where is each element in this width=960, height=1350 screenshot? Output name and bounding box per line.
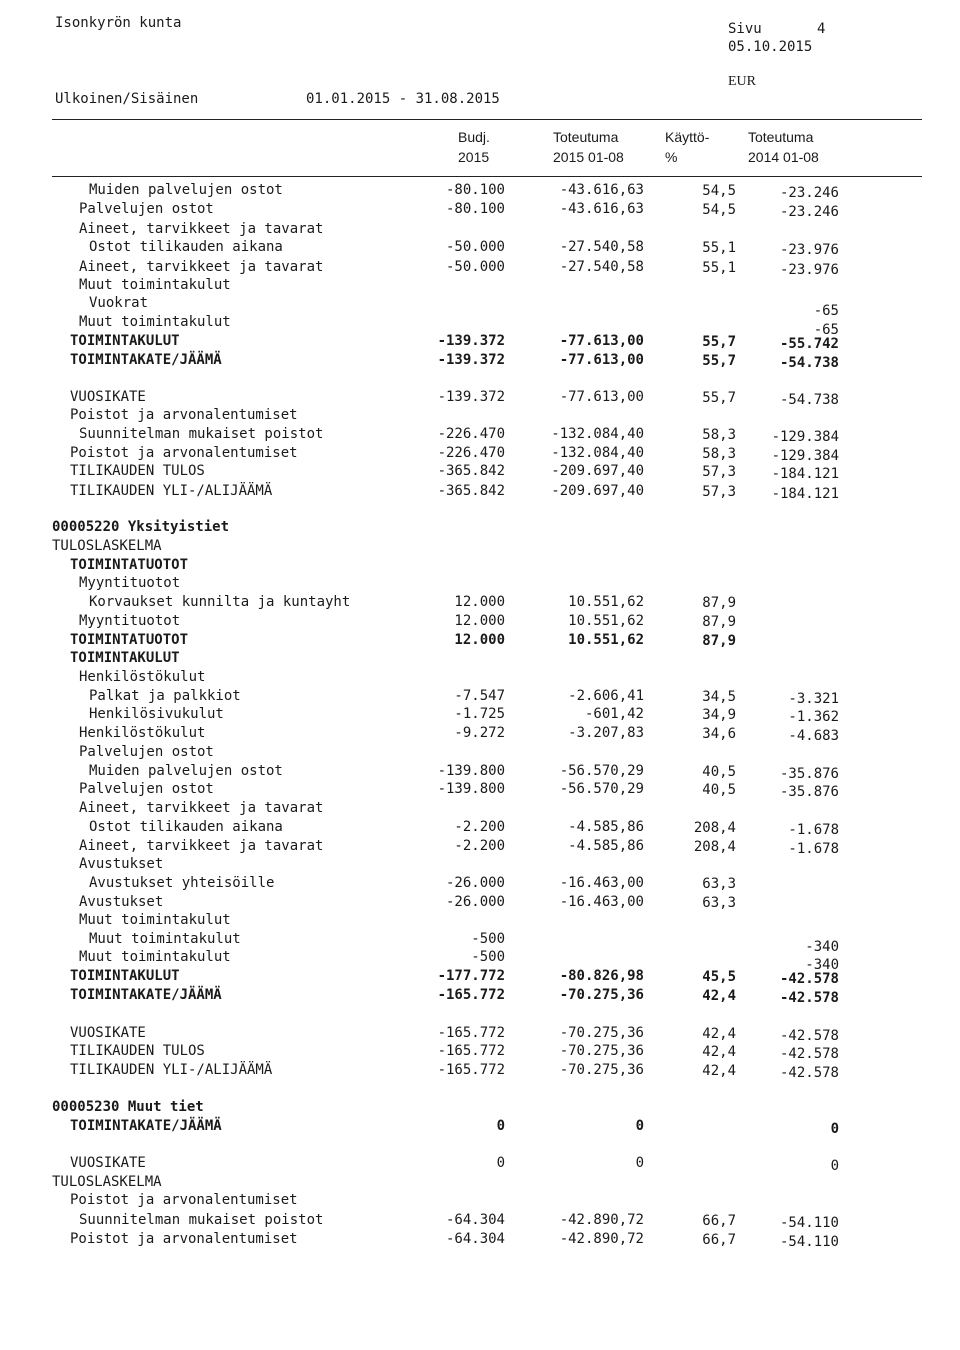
prev-actual-value: -129.384 — [771, 429, 839, 445]
actual-value: -3.207,83 — [568, 725, 644, 741]
row-label: TOIMINTAKATE/JÄÄMÄ — [70, 352, 222, 368]
row-label: Avustukset yhteisöille — [89, 875, 275, 891]
actual-value: -16.463,00 — [559, 894, 644, 910]
actual-value: -70.275,36 — [559, 987, 644, 1003]
table-row — [0, 1042, 960, 1060]
row-label: TILIKAUDEN YLI-/ALIJÄÄMÄ — [70, 1062, 273, 1078]
budget-value: -165.772 — [437, 1062, 505, 1078]
table-row — [0, 181, 960, 199]
actual-value: -80.826,98 — [559, 968, 644, 984]
table-row — [0, 967, 960, 985]
table-row — [0, 780, 960, 798]
budget-value: -7.547 — [454, 688, 505, 704]
row-label: TILIKAUDEN TULOS — [70, 463, 205, 479]
prev-actual-value: -35.876 — [779, 766, 839, 782]
header-divider-bottom — [52, 176, 922, 177]
actual-value: -132.084,40 — [551, 445, 644, 461]
table-row — [0, 1024, 960, 1042]
row-label: Muiden palvelujen ostot — [89, 763, 283, 779]
row-label: Aineet, tarvikkeet ja tavarat — [79, 221, 324, 237]
actual-value: -56.570,29 — [559, 763, 644, 779]
budget-value: -165.772 — [437, 987, 505, 1003]
actual-value: -27.540,58 — [559, 259, 644, 275]
budget-value: -139.800 — [437, 781, 505, 797]
row-label: Vuokrat — [89, 295, 149, 311]
budget-value: 0 — [496, 1155, 505, 1171]
col-actual-period: 2015 01-08 — [553, 149, 624, 165]
table-row — [0, 518, 960, 536]
row-label: TILIKAUDEN YLI-/ALIJÄÄMÄ — [70, 483, 273, 499]
actual-value: -77.613,00 — [559, 333, 644, 349]
prev-actual-value: -3.321 — [788, 691, 839, 707]
usage-percent-value: 40,5 — [702, 782, 736, 798]
row-label: Avustukset — [79, 856, 164, 872]
table-row — [0, 200, 960, 218]
budget-value: -226.470 — [437, 426, 505, 442]
prev-actual-value: -184.121 — [771, 466, 839, 482]
report-date: 05.10.2015 — [728, 39, 813, 55]
row-label: TOIMINTATUOTOT — [70, 557, 189, 573]
col-prev-actual-title: Toteutuma — [748, 129, 814, 145]
row-label: Henkilösivukulut — [89, 706, 224, 722]
row-label: Muiden palvelujen ostot — [89, 182, 283, 198]
table-row — [0, 874, 960, 892]
prev-actual-value: -42.578 — [779, 1065, 839, 1081]
row-label: Palvelujen ostot — [79, 201, 214, 217]
org-name: Isonkyrön kunta — [55, 15, 182, 31]
budget-value: -226.470 — [437, 445, 505, 461]
page-number: 4 — [817, 21, 826, 37]
usage-percent-value: 34,5 — [702, 689, 736, 705]
actual-value: -209.697,40 — [551, 463, 644, 479]
row-label: TOIMINTAKULUT — [70, 968, 180, 984]
table-row — [0, 818, 960, 836]
row-label: Poistot ja arvonalentumiset — [70, 445, 298, 461]
table-row — [0, 948, 960, 973]
budget-value: -365.842 — [437, 483, 505, 499]
row-label: VUOSIKATE — [70, 1155, 146, 1171]
row-label: 00005220 Yksityistiet — [52, 519, 230, 535]
table-row — [0, 1173, 960, 1191]
usage-percent-value: 45,5 — [702, 969, 736, 985]
table-row — [0, 705, 960, 723]
row-label: Poistot ja arvonalentumiset — [70, 407, 298, 423]
table-row — [0, 1117, 960, 1135]
budget-value: 12.000 — [454, 594, 505, 610]
prev-actual-value: 0 — [830, 1158, 839, 1174]
budget-value: -177.772 — [437, 968, 505, 984]
budget-value: -365.842 — [437, 463, 505, 479]
budget-value: -26.000 — [445, 894, 505, 910]
table-row — [0, 332, 960, 350]
row-label: Muut toimintakulut — [89, 931, 241, 947]
usage-percent-value: 55,7 — [702, 334, 736, 350]
budget-value: -26.000 — [445, 875, 505, 891]
row-label: TOIMINTAKULUT — [70, 650, 180, 666]
report-scope: Ulkoinen/Sisäinen — [55, 91, 199, 107]
budget-value: -9.272 — [454, 725, 505, 741]
table-row — [0, 294, 960, 319]
usage-percent-value: 63,3 — [702, 895, 736, 911]
prev-actual-value: -184.121 — [771, 486, 839, 502]
col-usage-percent: % — [665, 149, 678, 165]
col-budget-year: 2015 — [458, 149, 490, 165]
budget-value: 0 — [496, 1118, 505, 1134]
row-label: TOIMINTAKATE/JÄÄMÄ — [70, 1118, 222, 1134]
row-label: Ostot tilikauden aikana — [89, 819, 283, 835]
table-row — [0, 537, 960, 555]
table-row — [0, 574, 960, 592]
budget-value: -50.000 — [445, 239, 505, 255]
prev-actual-value: -340 — [805, 957, 839, 973]
usage-percent-value: 66,7 — [702, 1213, 736, 1229]
table-row — [0, 1061, 960, 1079]
budget-value: -500 — [471, 949, 505, 965]
row-label: Ostot tilikauden aikana — [89, 239, 283, 255]
table-row — [0, 276, 960, 294]
row-label: Myyntituotot — [79, 613, 181, 629]
row-label: VUOSIKATE — [70, 1025, 146, 1041]
row-label: Avustukset — [79, 894, 164, 910]
actual-value: -27.540,58 — [559, 239, 644, 255]
usage-percent-value: 54,5 — [702, 183, 736, 199]
row-label: Korvaukset kunnilta ja kuntayht — [89, 594, 351, 610]
usage-percent-value: 42,4 — [702, 1044, 736, 1060]
col-usage-title: Käyttö- — [665, 129, 710, 145]
prev-actual-value: -42.578 — [779, 1028, 839, 1044]
table-row — [0, 668, 960, 686]
prev-actual-value: -54.110 — [779, 1215, 839, 1231]
prev-actual-value: -4.683 — [788, 728, 839, 744]
col-actual-title: Toteutuma — [553, 129, 619, 145]
actual-value: -42.890,72 — [559, 1212, 644, 1228]
row-label: Aineet, tarvikkeet ja tavarat — [79, 259, 324, 275]
table-row — [0, 406, 960, 424]
prev-actual-value: -54.110 — [779, 1234, 839, 1250]
table-row — [0, 220, 960, 238]
row-label: Muut toimintakulut — [79, 949, 231, 965]
table-row — [0, 911, 960, 929]
row-label: TOIMINTAKULUT — [70, 333, 180, 349]
actual-value: 0 — [635, 1118, 644, 1134]
actual-value: -77.613,00 — [559, 389, 644, 405]
row-label: Aineet, tarvikkeet ja tavarat — [79, 838, 324, 854]
table-row — [0, 743, 960, 761]
row-label: TULOSLASKELMA — [52, 1174, 162, 1190]
page-label: Sivu — [728, 21, 762, 37]
prev-actual-value: 0 — [830, 1121, 839, 1137]
row-label: TOIMINTATUOTOT — [70, 632, 189, 648]
actual-value: -42.890,72 — [559, 1231, 644, 1247]
table-row — [0, 444, 960, 462]
row-label: TILIKAUDEN TULOS — [70, 1043, 205, 1059]
table-row — [0, 930, 960, 955]
table-row — [0, 687, 960, 705]
prev-actual-value: -129.384 — [771, 448, 839, 464]
usage-percent-value: 42,4 — [702, 1063, 736, 1079]
actual-value: -4.585,86 — [568, 819, 644, 835]
usage-percent-value: 87,9 — [702, 614, 736, 630]
row-label: Palvelujen ostot — [79, 781, 214, 797]
table-row — [0, 425, 960, 443]
usage-percent-value: 34,6 — [702, 726, 736, 742]
actual-value: 10.551,62 — [568, 632, 644, 648]
budget-value: -64.304 — [445, 1231, 505, 1247]
usage-percent-value: 66,7 — [702, 1232, 736, 1248]
table-row — [0, 482, 960, 500]
actual-value: 10.551,62 — [568, 594, 644, 610]
budget-value: -139.800 — [437, 763, 505, 779]
prev-actual-value: -35.876 — [779, 784, 839, 800]
budget-value: -1.725 — [454, 706, 505, 722]
actual-value: -43.616,63 — [559, 182, 644, 198]
row-label: Suunnitelman mukaiset poistot — [79, 426, 324, 442]
actual-value: 10.551,62 — [568, 613, 644, 629]
prev-actual-value: -23.976 — [779, 262, 839, 278]
budget-value: -139.372 — [437, 333, 505, 349]
actual-value: -43.616,63 — [559, 201, 644, 217]
actual-value: -70.275,36 — [559, 1062, 644, 1078]
report-period: 01.01.2015 - 31.08.2015 — [306, 91, 500, 107]
currency-label: EUR — [728, 74, 756, 89]
row-label: Henkilöstökulut — [79, 725, 206, 741]
prev-actual-value: -1.678 — [788, 822, 839, 838]
table-row — [0, 799, 960, 817]
row-label: Muut toimintakulut — [79, 277, 231, 293]
prev-actual-value: -23.246 — [779, 185, 839, 201]
budget-value: 12.000 — [454, 632, 505, 648]
table-row — [0, 986, 960, 1004]
row-label: Poistot ja arvonalentumiset — [70, 1192, 298, 1208]
row-label: Muut toimintakulut — [79, 912, 231, 928]
row-label: Myyntituotot — [79, 575, 181, 591]
prev-actual-value: -42.578 — [779, 1046, 839, 1062]
prev-actual-value: -65 — [813, 303, 839, 319]
row-label: Palkat ja palkkiot — [89, 688, 241, 704]
budget-value: -139.372 — [437, 389, 505, 405]
usage-percent-value: 208,4 — [693, 839, 736, 855]
table-row — [0, 837, 960, 855]
table-row — [0, 313, 960, 338]
actual-value: -601,42 — [584, 706, 644, 722]
table-row — [0, 462, 960, 480]
actual-value: -56.570,29 — [559, 781, 644, 797]
table-row — [0, 556, 960, 574]
header-divider-top — [52, 119, 922, 120]
usage-percent-value: 58,3 — [702, 446, 736, 462]
table-row — [0, 1211, 960, 1229]
usage-percent-value: 54,5 — [702, 202, 736, 218]
budget-value: -2.200 — [454, 838, 505, 854]
table-row — [0, 631, 960, 649]
budget-value: -50.000 — [445, 259, 505, 275]
budget-value: -500 — [471, 931, 505, 947]
table-row — [0, 388, 960, 406]
table-row — [0, 724, 960, 742]
usage-percent-value: 87,9 — [702, 633, 736, 649]
prev-actual-value: -54.738 — [779, 392, 839, 408]
usage-percent-value: 58,3 — [702, 427, 736, 443]
prev-actual-value: -42.578 — [779, 990, 839, 1006]
table-row — [0, 649, 960, 667]
usage-percent-value: 42,4 — [702, 1026, 736, 1042]
actual-value: -16.463,00 — [559, 875, 644, 891]
usage-percent-value: 55,7 — [702, 353, 736, 369]
table-row — [0, 351, 960, 369]
table-row — [0, 1230, 960, 1248]
actual-value: -77.613,00 — [559, 352, 644, 368]
usage-percent-value: 208,4 — [693, 820, 736, 836]
row-label: VUOSIKATE — [70, 389, 146, 405]
usage-percent-value: 63,3 — [702, 876, 736, 892]
budget-value: -64.304 — [445, 1212, 505, 1228]
actual-value: 0 — [635, 1155, 644, 1171]
budget-value: 12.000 — [454, 613, 505, 629]
table-row — [0, 762, 960, 780]
col-budget-title: Budj. — [458, 129, 490, 145]
table-row — [0, 893, 960, 911]
usage-percent-value: 87,9 — [702, 595, 736, 611]
table-row — [0, 238, 960, 256]
actual-value: -209.697,40 — [551, 483, 644, 499]
table-row — [0, 1154, 960, 1172]
prev-actual-value: -1.678 — [788, 841, 839, 857]
prev-actual-value: -340 — [805, 939, 839, 955]
usage-percent-value: 57,3 — [702, 464, 736, 480]
budget-value: -2.200 — [454, 819, 505, 835]
prev-actual-value: -1.362 — [788, 709, 839, 725]
usage-percent-value: 57,3 — [702, 484, 736, 500]
row-label: Palvelujen ostot — [79, 744, 214, 760]
row-label: TULOSLASKELMA — [52, 538, 162, 554]
usage-percent-value: 34,9 — [702, 707, 736, 723]
prev-actual-value: -54.738 — [779, 355, 839, 371]
prev-actual-value: -65 — [813, 322, 839, 338]
prev-actual-value: -23.246 — [779, 204, 839, 220]
table-row — [0, 593, 960, 611]
budget-value: -165.772 — [437, 1025, 505, 1041]
actual-value: -70.275,36 — [559, 1043, 644, 1059]
usage-percent-value: 55,1 — [702, 260, 736, 276]
actual-value: -132.084,40 — [551, 426, 644, 442]
budget-value: -139.372 — [437, 352, 505, 368]
budget-value: -165.772 — [437, 1043, 505, 1059]
prev-actual-value: -42.578 — [779, 971, 839, 987]
row-label: Suunnitelman mukaiset poistot — [79, 1212, 324, 1228]
row-label: Muut toimintakulut — [79, 314, 231, 330]
budget-value: -80.100 — [445, 201, 505, 217]
row-label: TOIMINTAKATE/JÄÄMÄ — [70, 987, 222, 1003]
prev-actual-value: -55.742 — [779, 336, 839, 352]
actual-value: -70.275,36 — [559, 1025, 644, 1041]
usage-percent-value: 40,5 — [702, 764, 736, 780]
usage-percent-value: 55,1 — [702, 240, 736, 256]
budget-value: -80.100 — [445, 182, 505, 198]
usage-percent-value: 55,7 — [702, 390, 736, 406]
row-label: Henkilöstökulut — [79, 669, 206, 685]
row-label: 00005230 Muut tiet — [52, 1099, 204, 1115]
actual-value: -2.606,41 — [568, 688, 644, 704]
table-row — [0, 1191, 960, 1209]
prev-actual-value: -23.976 — [779, 242, 839, 258]
table-row — [0, 258, 960, 276]
row-label: Aineet, tarvikkeet ja tavarat — [79, 800, 324, 816]
actual-value: -4.585,86 — [568, 838, 644, 854]
row-label: Poistot ja arvonalentumiset — [70, 1231, 298, 1247]
table-row — [0, 1098, 960, 1116]
col-prev-actual-period: 2014 01-08 — [748, 149, 819, 165]
table-row — [0, 855, 960, 873]
usage-percent-value: 42,4 — [702, 988, 736, 1004]
table-row — [0, 612, 960, 630]
